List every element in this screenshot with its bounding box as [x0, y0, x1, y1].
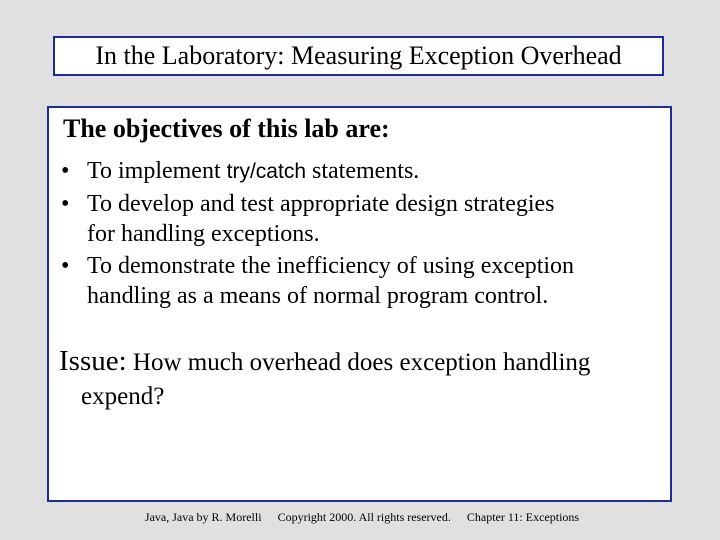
slide-footer	[2, 510, 720, 534]
objectives-heading: The objectives of this lab are:	[63, 114, 390, 143]
issue-label: Issue:	[59, 345, 127, 377]
footer-chapter: Chapter 11: Exceptions	[466, 510, 580, 524]
bullet-3-line2: handling as a means of normal program control.	[87, 283, 549, 309]
content-box	[47, 106, 672, 524]
bullet-1-pre: To implement	[87, 158, 227, 184]
bullet-icon: •	[61, 158, 70, 184]
objectives-list	[61, 156, 661, 313]
bullet-item-1	[61, 156, 661, 187]
bullet-icon: •	[61, 191, 70, 217]
slide-title-box	[53, 36, 664, 76]
bullet-1-code: try/catch	[226, 160, 306, 183]
bullet-2-line2: for handling exceptions.	[87, 221, 320, 247]
footer-copyright: Copyright 2000. All rights reserved.	[277, 510, 451, 524]
slide-title: In the Laboratory: Measuring Exception Overhead	[95, 41, 622, 70]
bullet-item-2	[61, 189, 661, 249]
bullet-2-line1: To develop and test appropriate design strategies	[87, 191, 555, 217]
issue-paragraph	[59, 344, 669, 414]
bullet-icon: •	[61, 253, 70, 279]
bullet-1-post: statements.	[306, 158, 420, 184]
bullet-item-3	[61, 251, 661, 311]
issue-text-line2: expend?	[81, 383, 165, 410]
footer-author: Java, Java by R. Morelli	[144, 510, 262, 524]
bullet-3-line1: To demonstrate the inefficiency of using exception	[87, 253, 575, 279]
issue-text-line1: How much overhead does exception handling	[126, 349, 591, 376]
